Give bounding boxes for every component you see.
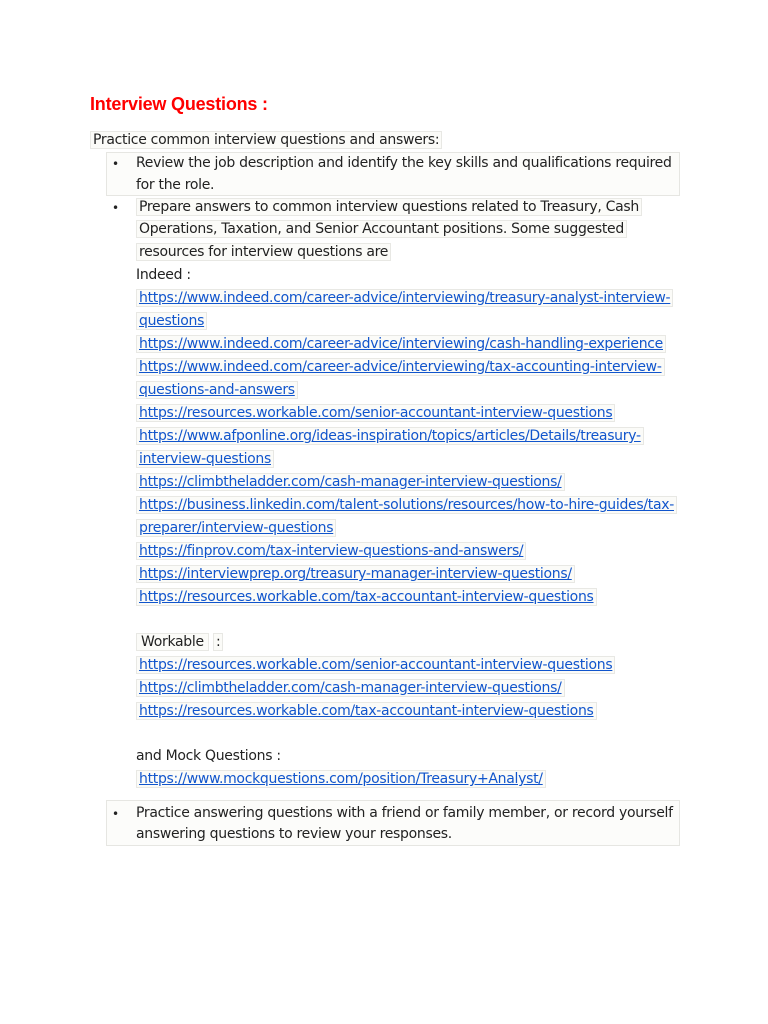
indeed-label: Indeed : [136, 267, 191, 283]
bullet3-line2: answering questions to review your responses. [136, 826, 452, 842]
workable-label: Workable [136, 633, 209, 651]
link-climbtheladder-cash-manager[interactable]: https://climbtheladder.com/cash-manager-interview-questions/ [136, 473, 565, 491]
link-climbtheladder-cash-manager-2[interactable]: https://climbtheladder.com/cash-manager-interview-questions/ [136, 679, 565, 697]
link-linkedin-tax-preparer[interactable]: https://business.linkedin.com/talent-solutions/resources/how-to-hire-guides/tax- [136, 496, 677, 514]
link-afponline-treasury[interactable]: https://www.afponline.org/ideas-inspiration/topics/articles/Details/treasury- [136, 427, 644, 445]
link-indeed-treasury-analyst[interactable]: https://www.indeed.com/career-advice/interviewing/treasury-analyst-interview- [136, 289, 673, 307]
section-heading: Interview Questions : [90, 94, 268, 114]
link-indeed-tax-accounting[interactable]: https://www.indeed.com/career-advice/interviewing/tax-accounting-interview- [136, 358, 665, 376]
link-workable-senior-accountant-2[interactable]: https://resources.workable.com/senior-accountant-interview-questions [136, 656, 615, 674]
link-workable-tax-accountant-2[interactable]: https://resources.workable.com/tax-accountant-interview-questions [136, 702, 597, 720]
bullet-marker: • [112, 201, 120, 215]
mock-label: and Mock Questions : [136, 748, 281, 764]
link-afponline-treasury-cont[interactable]: interview-questions [136, 450, 274, 468]
link-indeed-tax-accounting-cont[interactable]: questions-and-answers [136, 381, 298, 399]
link-mockquestions-treasury-analyst[interactable]: https://www.mockquestions.com/position/Treasury+Analyst/ [136, 770, 546, 788]
link-indeed-cash-handling[interactable]: https://www.indeed.com/career-advice/interviewing/cash-handling-experience [136, 335, 666, 353]
link-interviewprep-treasury-manager[interactable]: https://interviewprep.org/treasury-manager-interview-questions/ [136, 565, 575, 583]
bullet3-line1: Practice answering questions with a friend or family member, or record yourself [136, 805, 673, 821]
link-workable-senior-accountant[interactable]: https://resources.workable.com/senior-accountant-interview-questions [136, 404, 615, 422]
bullet1-line2: for the role. [136, 177, 215, 193]
link-indeed-treasury-analyst-cont[interactable]: questions [136, 312, 207, 330]
bullet-marker: • [112, 157, 120, 171]
bullet2-line2: Operations, Taxation, and Senior Accountant positions. Some suggested [136, 220, 627, 238]
link-linkedin-tax-preparer-cont[interactable]: preparer/interview-questions [136, 519, 336, 537]
link-workable-tax-accountant[interactable]: https://resources.workable.com/tax-accountant-interview-questions [136, 588, 597, 606]
link-finprov-tax[interactable]: https://finprov.com/tax-interview-questions-and-answers/ [136, 542, 526, 560]
intro-text: Practice common interview questions and answers: [90, 131, 442, 149]
bullet2-line3: resources for interview questions are [136, 243, 391, 261]
workable-colon: : [213, 633, 223, 651]
bullet-marker: • [112, 807, 120, 821]
bullet2-line1: Prepare answers to common interview questions related to Treasury, Cash [136, 198, 642, 216]
bullet1-line1: Review the job description and identify the key skills and qualifications required [136, 155, 672, 171]
